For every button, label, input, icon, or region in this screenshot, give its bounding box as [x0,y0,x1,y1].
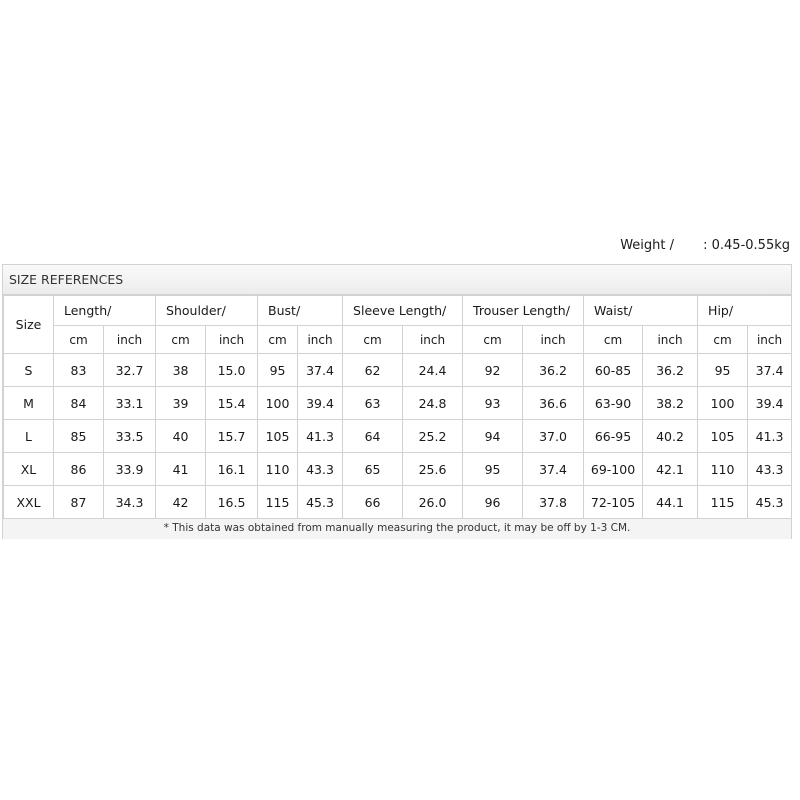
table-cell: 33.5 [104,420,156,453]
table-cell: 34.3 [104,486,156,519]
size-column-header: Size [4,296,54,354]
table-cell: 15.4 [206,387,258,420]
table-cell: 100 [698,387,748,420]
table-cell: 105 [258,420,298,453]
table-cell: 37.0 [523,420,584,453]
waist-header: Waist/ [584,296,698,326]
size-cell: S [4,354,54,387]
size-reference-panel [2,264,792,539]
table-cell: 110 [698,453,748,486]
length-header: Length/ [54,296,156,326]
table-cell: 93 [463,387,523,420]
table-cell: 115 [258,486,298,519]
weight-label: Weight / [620,238,674,253]
table-row [4,453,792,486]
size-cell: XXL [4,486,54,519]
table-cell: 42 [156,486,206,519]
table-cell: 115 [698,486,748,519]
table-cell: 100 [258,387,298,420]
size-cell: L [4,420,54,453]
table-cell: 33.9 [104,453,156,486]
table-cell: 66 [343,486,403,519]
table-cell: 95 [698,354,748,387]
table-cell: 38 [156,354,206,387]
unit-inch-header: inch [523,326,584,354]
unit-inch-header: inch [643,326,698,354]
table-cell: 40 [156,420,206,453]
size-references-title: SIZE REFERENCES [3,265,791,295]
table-cell: 63-90 [584,387,643,420]
sleeve-length-header: Sleeve Length/ [343,296,463,326]
table-cell: 39 [156,387,206,420]
unit-cm-header: cm [463,326,523,354]
table-header-row [4,296,792,326]
table-cell: 84 [54,387,104,420]
table-cell: 62 [343,354,403,387]
hip-header: Hip/ [698,296,792,326]
table-cell: 16.5 [206,486,258,519]
table-cell: 37.4 [748,354,792,387]
table-cell: 39.4 [298,387,343,420]
table-cell: 86 [54,453,104,486]
table-cell: 94 [463,420,523,453]
table-cell: 33.1 [104,387,156,420]
unit-cm-header: cm [258,326,298,354]
trouser-length-header: Trouser Length/ [463,296,584,326]
unit-inch-header: inch [206,326,258,354]
table-cell: 63 [343,387,403,420]
unit-inch-header: inch [104,326,156,354]
unit-cm-header: cm [698,326,748,354]
table-cell: 72-105 [584,486,643,519]
table-cell: 25.2 [403,420,463,453]
unit-inch-header: inch [298,326,343,354]
table-cell: 37.4 [523,453,584,486]
table-cell: 36.6 [523,387,584,420]
table-cell: 42.1 [643,453,698,486]
table-cell: 85 [54,420,104,453]
table-cell: 24.8 [403,387,463,420]
table-cell: 36.2 [523,354,584,387]
table-cell: 83 [54,354,104,387]
table-cell: 65 [343,453,403,486]
table-cell: 41.3 [298,420,343,453]
size-cell: M [4,387,54,420]
table-cell: 36.2 [643,354,698,387]
table-cell: 69-100 [584,453,643,486]
unit-cm-header: cm [343,326,403,354]
table-cell: 37.8 [523,486,584,519]
table-cell: 26.0 [403,486,463,519]
weight-info [0,238,790,256]
table-unit-row [4,326,792,354]
table-cell: 25.6 [403,453,463,486]
table-cell: 15.0 [206,354,258,387]
table-cell: 105 [698,420,748,453]
table-cell: 41 [156,453,206,486]
table-row [4,420,792,453]
table-cell: 40.2 [643,420,698,453]
table-cell: 96 [463,486,523,519]
table-cell: 92 [463,354,523,387]
table-cell: 41.3 [748,420,792,453]
table-cell: 110 [258,453,298,486]
table-row [4,354,792,387]
table-cell: 60-85 [584,354,643,387]
table-cell: 87 [54,486,104,519]
table-cell: 66-95 [584,420,643,453]
table-cell: 43.3 [298,453,343,486]
weight-value: : 0.45-0.55kg [703,238,790,253]
unit-inch-header: inch [748,326,792,354]
table-cell: 24.4 [403,354,463,387]
table-cell: 64 [343,420,403,453]
unit-cm-header: cm [54,326,104,354]
table-cell: 45.3 [298,486,343,519]
size-cell: XL [4,453,54,486]
table-cell: 95 [463,453,523,486]
table-cell: 39.4 [748,387,792,420]
table-row [4,486,792,519]
table-cell: 32.7 [104,354,156,387]
shoulder-header: Shoulder/ [156,296,258,326]
bust-header: Bust/ [258,296,343,326]
unit-cm-header: cm [584,326,643,354]
table-cell: 37.4 [298,354,343,387]
table-cell: 16.1 [206,453,258,486]
size-table [3,295,792,519]
table-cell: 38.2 [643,387,698,420]
table-cell: 44.1 [643,486,698,519]
table-cell: 45.3 [748,486,792,519]
table-cell: 43.3 [748,453,792,486]
table-row [4,387,792,420]
table-cell: 15.7 [206,420,258,453]
unit-inch-header: inch [403,326,463,354]
unit-cm-header: cm [156,326,206,354]
table-cell: 95 [258,354,298,387]
measurement-note: * This data was obtained from manually measuring the product, it may be off by 1-3 CM. [3,519,791,539]
